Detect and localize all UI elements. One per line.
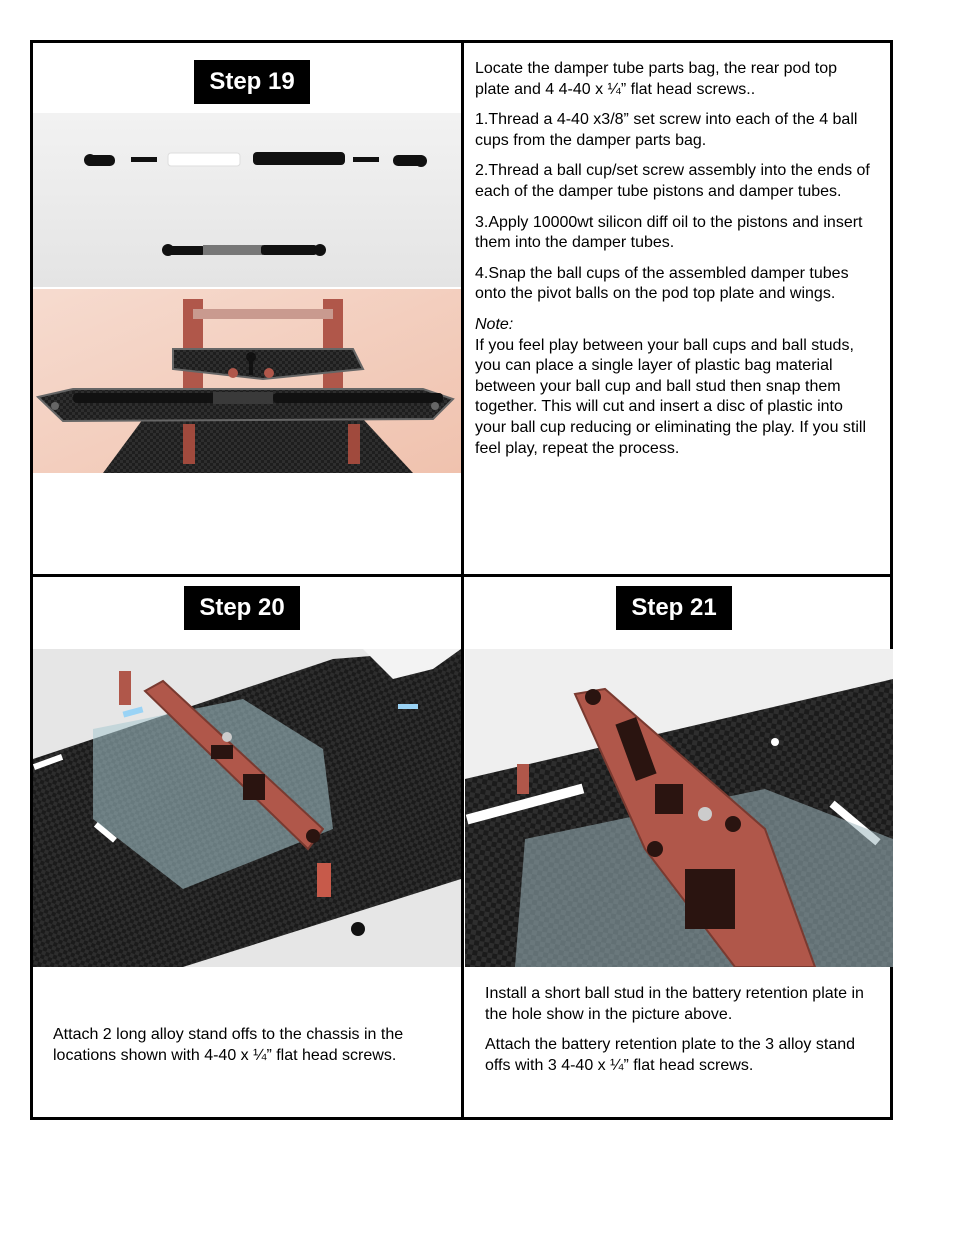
step-19-note-label: Note: bbox=[475, 315, 514, 333]
step-19-pod-assembly-photo bbox=[33, 289, 461, 473]
column-divider bbox=[461, 40, 464, 1120]
step-21-paragraph: Install a short ball stud in the battery retention plate in the hole show in the picture above. bbox=[485, 985, 864, 1023]
step-21-label: Step 21 bbox=[616, 586, 732, 630]
step-19-paragraph: Locate the damper tube parts bag, the rear pod top plate and 4 4-40 x ¼” flat head screws.. bbox=[475, 60, 838, 98]
step-19-instructions bbox=[475, 59, 875, 459]
step-21-retention-plate-photo bbox=[465, 649, 893, 967]
step-19-paragraph: 3.Apply 10000wt silicon diff oil to the pistons and insert them into the damper tubes. bbox=[475, 213, 863, 252]
step-19-paragraph: 4.Snap the ball cups of the assembled damper tubes onto the pivot balls on the pod top plate and wings. bbox=[475, 264, 849, 303]
step-19-paragraph: 2.Thread a ball cup/set screw assembly into the ends of each of the damper tube pistons and damper tubes. bbox=[475, 162, 870, 200]
step-20-instructions: Attach 2 long alloy stand offs to the chassis in the locations shown with 4-40 x ¼” flat head screws. bbox=[53, 1026, 404, 1064]
step-19-note-text: If you feel play between your ball cups and ball studs, you can place a single layer of plastic bag material between your ball cup and ball stud then snap them together. This will cut and insert a disc of plastic into your ball cup reducing or eliminating the play. If you still feel play, repeat the process. bbox=[475, 336, 867, 457]
step-21-instructions bbox=[485, 984, 880, 1086]
step-19-paragraph: 1.Thread a 4-40 x3/8” set screw into each of the 4 ball cups from the damper parts bag. bbox=[475, 111, 858, 149]
step-20-label: Step 20 bbox=[184, 586, 300, 630]
row-divider bbox=[30, 574, 893, 577]
step-20-standoffs-photo bbox=[33, 649, 461, 967]
step-19-damper-parts-photo bbox=[33, 113, 461, 287]
step-19-label: Step 19 bbox=[194, 60, 310, 104]
step-21-paragraph: Attach the battery retention plate to the 3 alloy stand offs with 3 4-40 x ¼” flat head screws. bbox=[485, 1036, 856, 1074]
